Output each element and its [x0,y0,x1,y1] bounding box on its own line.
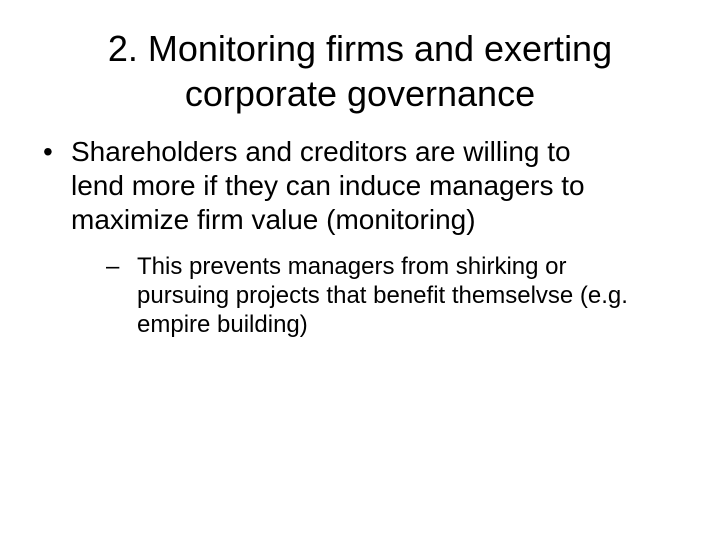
sub-bullet-text-line: pursuing projects that benefit themselvse (e.g. [137,282,628,309]
bullet-text-line: Shareholders and creditors are willing to [71,136,571,167]
bullet-text-line: maximize firm value (monitoring) [71,204,476,235]
bullet-marker: • [43,136,53,167]
sub-bullet-text-line: This prevents managers from shirking or [137,253,567,280]
slide-title-line: 2. Monitoring firms and exerting [107,28,613,69]
sub-bullet-marker: – [106,253,120,280]
slide-title-line: corporate governance [184,73,536,114]
sub-bullet-item [106,252,684,339]
bullet-text-line: lend more if they can induce managers to [71,170,585,201]
sub-bullet-text-line: empire building) [137,311,308,338]
slide-body [36,135,684,339]
slide-title [36,26,684,116]
bullet-item [36,135,684,339]
